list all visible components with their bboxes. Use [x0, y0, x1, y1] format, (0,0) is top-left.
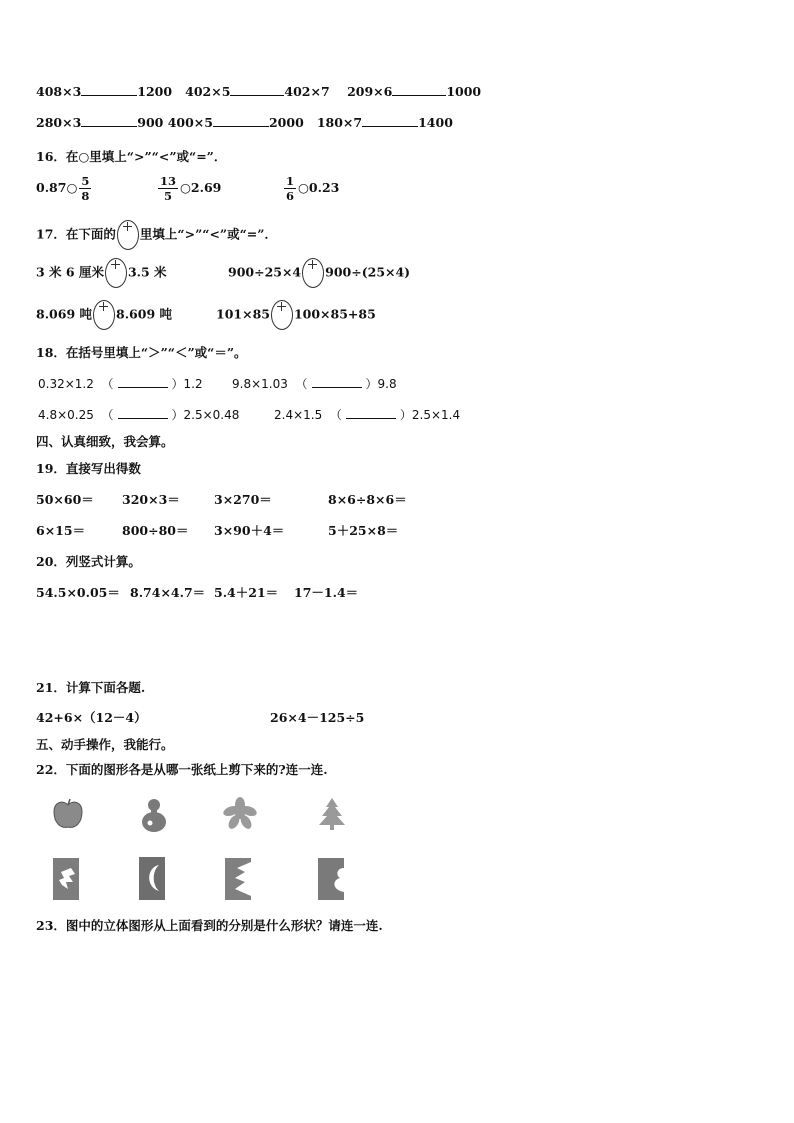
numerator: 1 — [286, 174, 295, 188]
fraction — [79, 174, 91, 203]
paper-gourd-cutout[interactable] — [318, 858, 344, 900]
answer-blank[interactable] — [362, 115, 418, 127]
paper-leaf-cutout[interactable] — [53, 858, 79, 900]
answer-oval[interactable] — [271, 300, 293, 330]
expr: 2.5×0.48 — [183, 408, 240, 422]
q17-title — [36, 220, 277, 250]
q16-item-2 — [156, 174, 221, 203]
q19-expr: 3×90＋4＝ — [214, 523, 285, 538]
expr: 280×3 — [36, 115, 82, 130]
q18-title: 18．在括号里填上“＞”“＜”或“＝”。 — [36, 345, 247, 360]
answer-blank[interactable] — [230, 84, 284, 96]
answer-blank[interactable] — [118, 408, 168, 419]
q16-title: 16．在○里填上“>”“<”或“=”． — [36, 149, 227, 164]
expr: 1200 — [137, 84, 173, 99]
q17-item-3 — [36, 300, 172, 330]
denominator: 6 — [286, 189, 295, 203]
q20-expr: 17－1.4＝ — [294, 585, 359, 600]
expr: 900÷(25×4) — [325, 264, 411, 280]
expr: 408×3 — [36, 84, 82, 99]
numerator: 13 — [160, 174, 177, 188]
expr: 8.069 吨 — [36, 306, 92, 322]
answer-oval[interactable] — [302, 258, 324, 288]
expr: 402×5 — [185, 84, 231, 99]
section-5-heading: 五、动手操作，我能行。 — [36, 737, 174, 752]
q19-expr: 6×15＝ — [36, 523, 86, 538]
q22-title: 22．下面的图形各是从哪一张纸上剪下来的?连一连. — [36, 762, 328, 777]
expr: 900 — [137, 115, 164, 130]
q15-row-2 — [36, 115, 453, 130]
q19-expr: 5＋25×8＝ — [328, 523, 399, 538]
q17-title-pre: 17．在下面的 — [36, 226, 116, 242]
q18-item-4 — [274, 406, 460, 423]
expr: 3 米 6 厘米 — [36, 264, 104, 280]
denominator: 8 — [81, 189, 90, 203]
q21-expr: 42+6×（12－4） — [36, 710, 147, 725]
apple-icon[interactable] — [50, 796, 86, 832]
q20-expr: 5.4＋21＝ — [214, 585, 279, 600]
paren-open: （ — [101, 377, 114, 391]
answer-oval[interactable] — [117, 220, 139, 250]
expr: 1000 — [446, 84, 482, 99]
expr: 900÷25×4 — [228, 264, 302, 280]
expr: 1.2 — [183, 377, 203, 391]
paren-close: ） — [171, 408, 184, 422]
paren-open: （ — [295, 377, 308, 391]
answer-blank[interactable] — [346, 408, 396, 419]
q21-expr: 26×4－125÷5 — [270, 710, 365, 725]
answer-oval[interactable] — [105, 258, 127, 288]
section-4-heading: 四、认真细致，我会算。 — [36, 434, 174, 449]
expr: 3.5 米 — [127, 264, 167, 280]
answer-blank[interactable] — [312, 377, 362, 388]
expr: 8.609 吨 — [116, 306, 172, 322]
q17-item-1 — [36, 258, 167, 288]
answer-blank[interactable] — [81, 115, 137, 127]
expr: 100×85+85 — [293, 306, 376, 322]
q16-item-text: 0.87○ — [36, 180, 78, 195]
q20-title: 20．列竖式计算。 — [36, 554, 141, 569]
q23-title: 23．图中的立体图形从上面看到的分别是什么形状？请连一连. — [36, 918, 383, 933]
expr: 180×7 — [316, 115, 363, 130]
expr: 9.8×1.03 — [232, 377, 288, 391]
q19-expr: 800÷80＝ — [122, 523, 189, 538]
q19-expr: 3×270＝ — [214, 492, 272, 507]
answer-blank[interactable] — [213, 115, 269, 127]
paren-close: ） — [365, 377, 378, 391]
expr: 2.4×1.5 — [274, 408, 323, 422]
expr: 209×6 — [347, 84, 393, 99]
expr: 0.32×1.2 — [38, 377, 94, 391]
q18-item-1 — [38, 375, 203, 392]
denominator: 5 — [164, 189, 173, 203]
q20-expr: 8.74×4.7＝ — [130, 585, 206, 600]
expr: 101×85 — [216, 306, 270, 322]
tree-icon[interactable] — [315, 796, 349, 832]
q19-expr: 8×6÷8×6＝ — [328, 492, 407, 507]
q19-expr: 320×3＝ — [122, 492, 180, 507]
answer-blank[interactable] — [118, 377, 168, 388]
expr: 9.8 — [377, 377, 397, 391]
numerator: 5 — [81, 174, 90, 188]
q18-item-2 — [232, 375, 397, 392]
q17-item-2 — [228, 258, 410, 288]
gourd-icon[interactable] — [137, 795, 171, 833]
fraction — [158, 174, 178, 203]
q21-title: 21．计算下面各题. — [36, 680, 146, 695]
q19-title: 19．直接写出得数 — [36, 461, 141, 476]
expr: 400×5 — [167, 115, 213, 130]
paper-tree-cutout[interactable] — [225, 858, 251, 900]
answer-oval[interactable] — [93, 300, 115, 330]
paren-open: （ — [329, 408, 342, 422]
paren-open: （ — [101, 408, 114, 422]
paren-close: ） — [399, 408, 412, 422]
expr: 1400 — [418, 115, 453, 130]
expr: 2000 — [268, 115, 304, 130]
q20-expr: 54.5×0.05＝ — [36, 585, 120, 600]
q17-item-4 — [216, 300, 376, 330]
expr: 4.8×0.25 — [38, 408, 94, 422]
answer-blank[interactable] — [81, 84, 137, 96]
q17-title-post: 里填上“>”“<”或“=”． — [139, 226, 277, 242]
answer-blank[interactable] — [392, 84, 446, 96]
paren-close: ） — [171, 377, 184, 391]
q16-item-1 — [36, 174, 93, 203]
q16-item-text: ○2.69 — [180, 180, 222, 195]
q19-expr: 50×60＝ — [36, 492, 94, 507]
fraction — [284, 174, 296, 203]
expr: 2.5×1.4 — [411, 408, 461, 422]
flower-icon[interactable] — [222, 796, 258, 830]
q16-item-text: ○0.23 — [298, 180, 340, 195]
expr: 402×7 — [284, 84, 330, 99]
q18-item-3 — [38, 406, 239, 423]
q16-items — [0, 172, 794, 212]
q16-item-3 — [282, 174, 339, 203]
paper-moon-cutout[interactable] — [139, 857, 165, 900]
q15-row-1 — [36, 84, 481, 99]
